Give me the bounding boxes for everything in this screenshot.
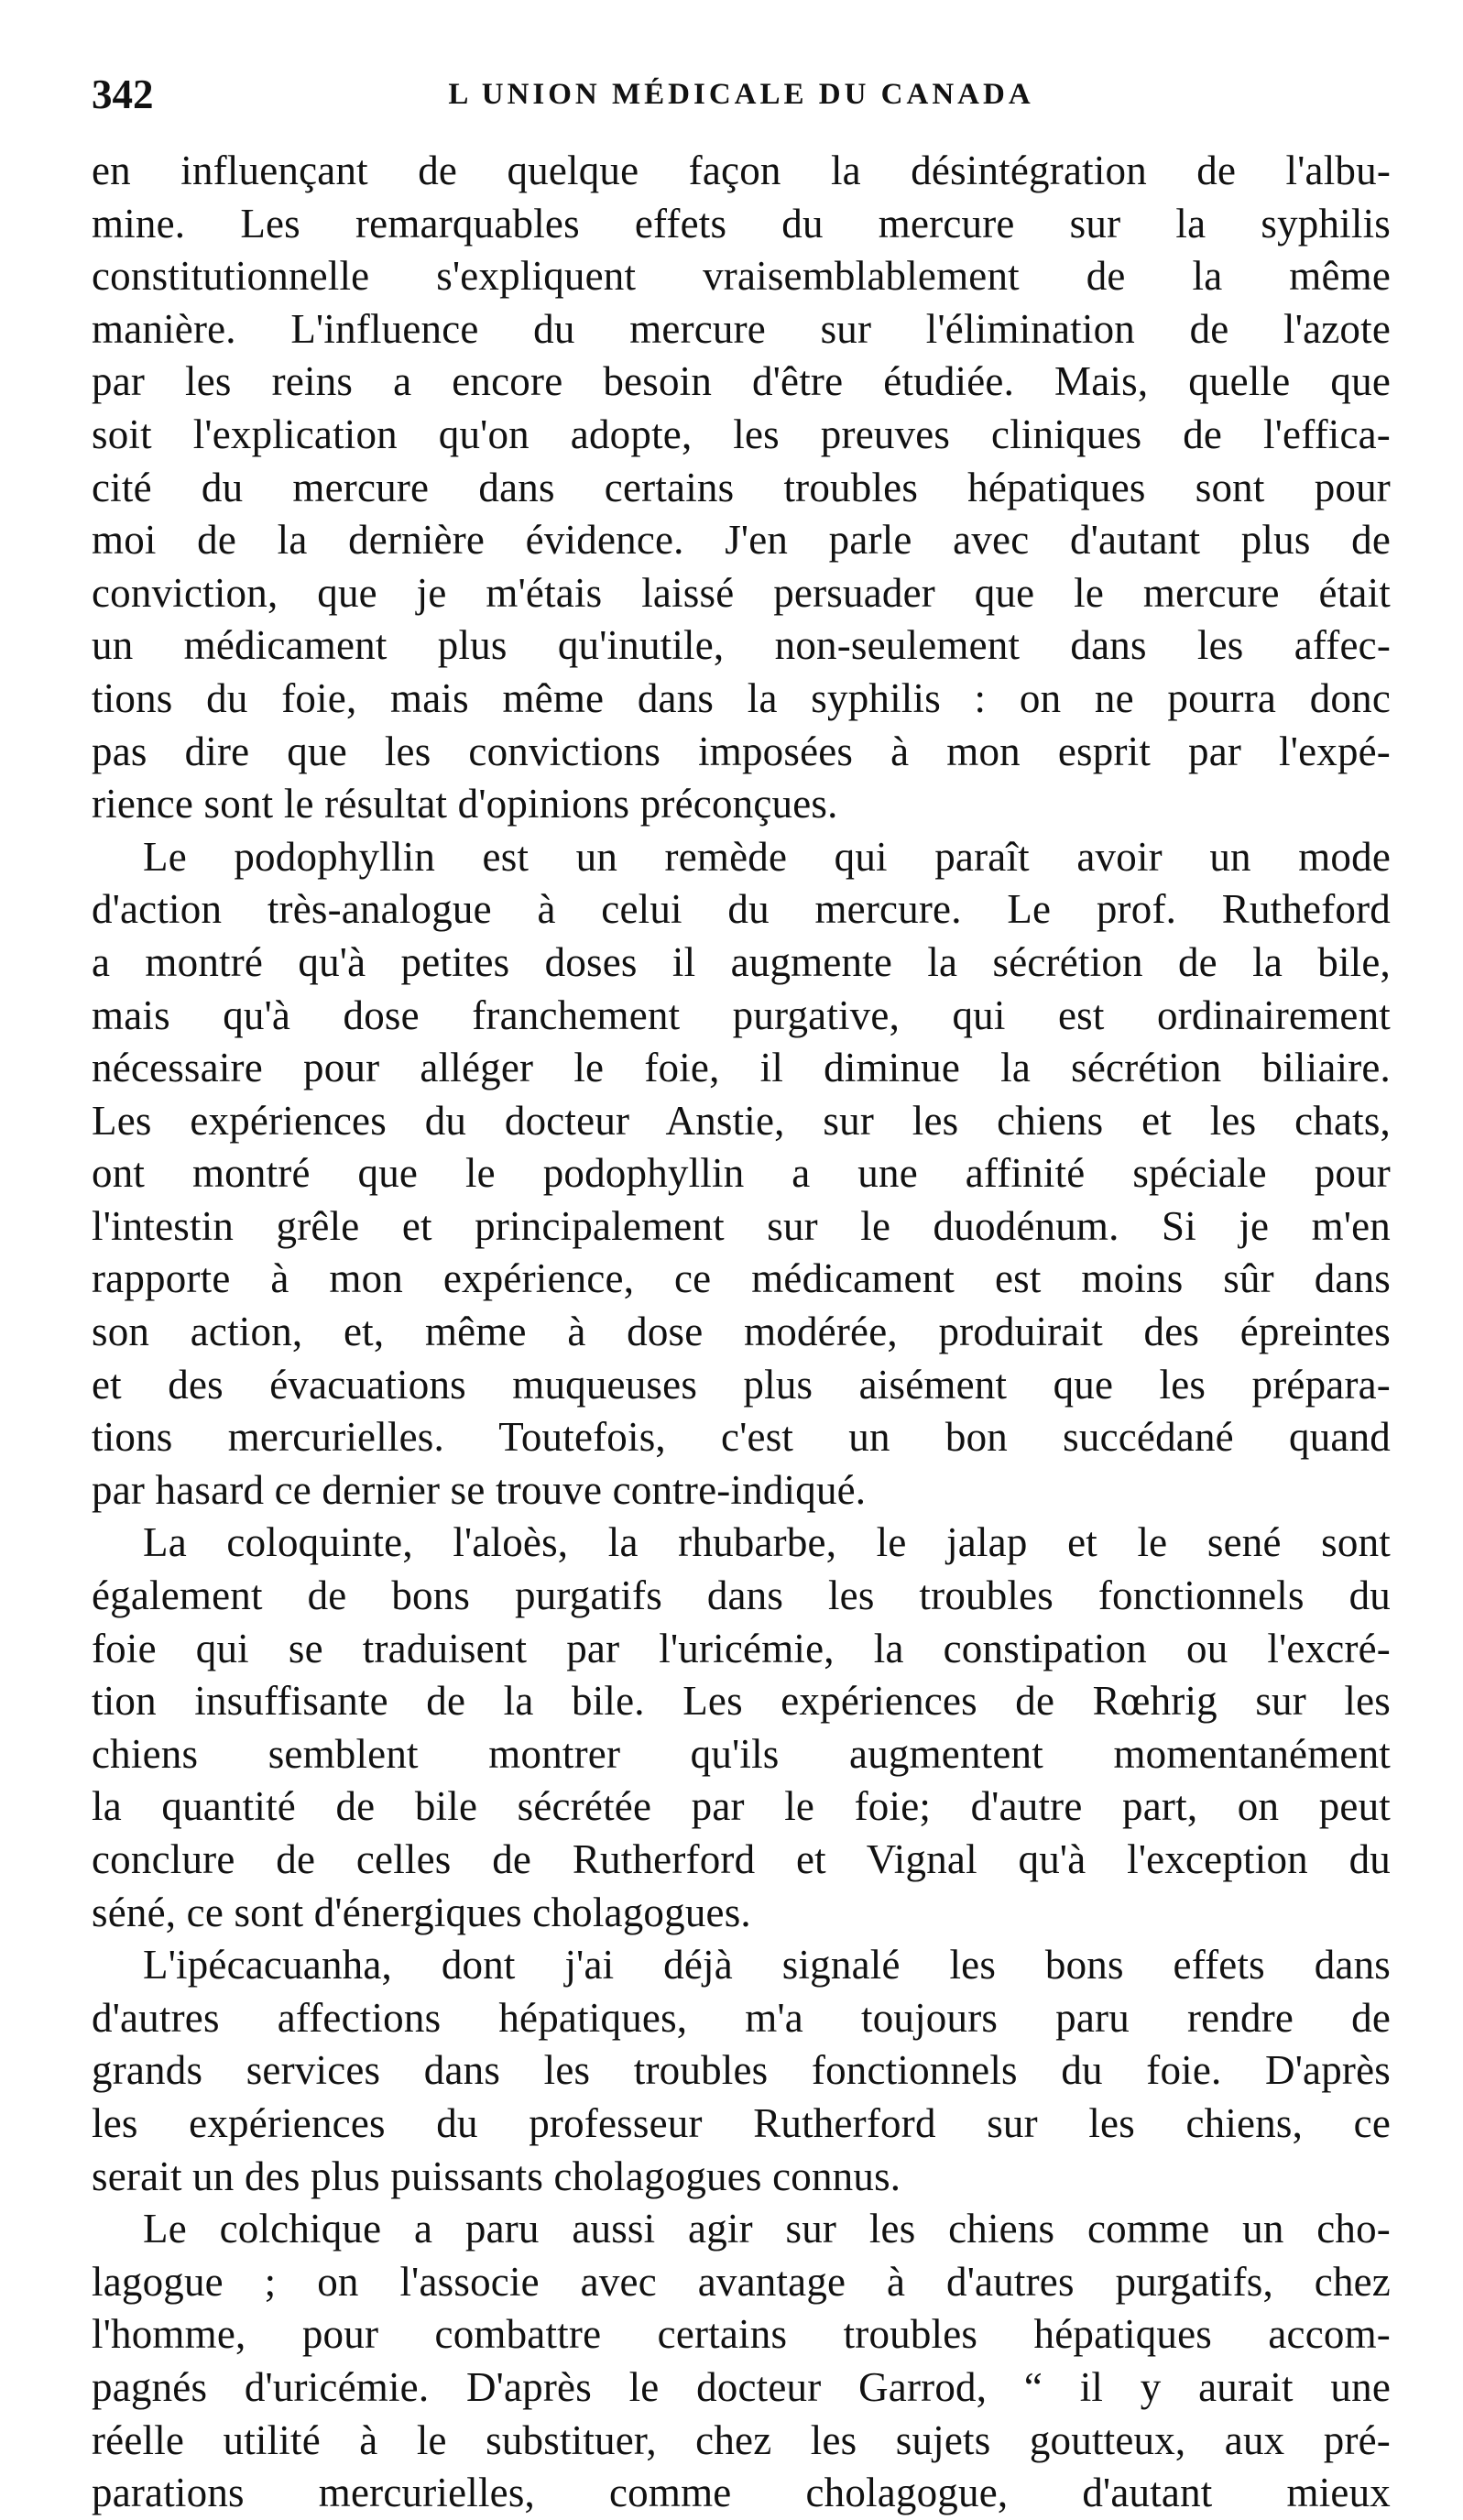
text-line: par hasard ce dernier se trouve contre-indiqué. <box>92 1466 867 1513</box>
text-line: rience sont le résultat d'opinions préconçues. <box>92 781 838 827</box>
text-line: réelle utilité à le substituer, chez les sujets goutteux, aux pré- <box>92 2416 1391 2463</box>
text-line: a montré qu'à petites doses il augmente la sécrétion de la bile, <box>92 938 1391 985</box>
text-line: constitutionnelle s'expliquent vraisemblablement de la même <box>92 253 1391 300</box>
text-line: d'action très-analogue à celui du mercure. Le prof. Rutheford <box>92 886 1391 933</box>
text-line: son action, et, même à dose modérée, produirait des épreintes <box>92 1309 1391 1355</box>
text-line: cité du mercure dans certains troubles hépatiques sont pour <box>92 464 1391 510</box>
text-line: tions mercurielles. Toutefois, c'est un bon succédané quand <box>92 1414 1391 1461</box>
text-line: manière. L'influence du mercure sur l'élimination de l'azote <box>92 305 1391 352</box>
text-line: moi de la dernière évidence. J'en parle avec d'autant plus de <box>92 517 1391 564</box>
text-line: ont montré que le podophyllin a une affinité spéciale pour <box>92 1150 1391 1197</box>
running-head <box>92 71 1391 117</box>
text-line: parations mercurielles, comme cholagogue, d'autant mieux <box>92 2470 1391 2516</box>
text-line: l'intestin grêle et principalement sur le duodénum. Si je m'en <box>92 1202 1391 1249</box>
text-line: également de bons purgatifs dans les troubles fonctionnels du <box>92 1572 1391 1619</box>
text-line: les expériences du professeur Rutherford sur les chiens, ce <box>92 2099 1391 2146</box>
text-line: Le podophyllin est un remède qui paraît avoir un mode <box>143 833 1391 880</box>
document-page <box>92 71 1391 2520</box>
text-line: La coloquinte, l'aloès, la rhubarbe, le jalap et le sené sont <box>143 1519 1391 1566</box>
text-line: tion insuffisante de la bile. Les expériences de Rœhrig sur les <box>92 1678 1391 1725</box>
text-line: la quantité de bile sécrétée par le foie; d'autre part, on peut <box>92 1783 1391 1830</box>
text-line: chiens semblent montrer qu'ils augmentent momentanément <box>92 1730 1391 1777</box>
text-line: tions du foie, mais même dans la syphilis : on ne pourra donc <box>92 674 1391 721</box>
body-text <box>92 145 1391 2520</box>
text-line: rapporte à mon expérience, ce médicament est moins sûr dans <box>92 1255 1391 1302</box>
text-line: foie qui se traduisent par l'uricémie, la constipation ou l'excré- <box>92 1625 1391 1671</box>
text-line: l'homme, pour combattre certains troubles hépatiques accom- <box>92 2311 1391 2358</box>
text-line: pas dire que les convictions imposées à mon esprit par l'expé- <box>92 728 1391 774</box>
text-line: séné, ce sont d'énergiques cholagogues. <box>92 1889 751 1935</box>
text-line: par les reins a encore besoin d'être étudiée. Mais, quelle que <box>92 358 1391 405</box>
page-number: 342 <box>92 71 154 117</box>
text-line: d'autres affections hépatiques, m'a toujours paru rendre de <box>92 1994 1391 2041</box>
text-line: un médicament plus qu'inutile, non-seulement dans les affec- <box>92 622 1391 669</box>
text-line: nécessaire pour alléger le foie, il diminue la sécrétion biliaire. <box>92 1045 1391 1091</box>
text-line: L'ipécacuanha, dont j'ai déjà signalé les bons effets dans <box>143 1942 1391 1989</box>
text-line: grands services dans les troubles fonctionnels du foie. D'après <box>92 2047 1391 2094</box>
text-line: serait un des plus puissants cholagogues connus. <box>92 2153 901 2199</box>
text-line: conclure de celles de Rutherford et Vignal qu'à l'exception du <box>92 1836 1391 1882</box>
text-line: en influençant de quelque façon la désintégration de l'albu- <box>92 148 1391 193</box>
text-line: soit l'explication qu'on adopte, les preuves cliniques de l'effica- <box>92 411 1391 457</box>
journal-title: L UNION MÉDICALE DU CANADA <box>448 78 1034 111</box>
text-line: mais qu'à dose franchement purgative, qui est ordinairement <box>92 992 1391 1038</box>
text-line: Les expériences du docteur Anstie, sur les chiens et les chats, <box>92 1097 1391 1144</box>
text-line: et des évacuations muqueuses plus aisément que les prépara- <box>92 1361 1391 1408</box>
text-line: mine. Les remarquables effets du mercure sur la syphilis <box>92 200 1391 247</box>
text-line: lagogue ; on l'associe avec avantage à d'autres purgatifs, chez <box>92 2258 1391 2305</box>
text-line: Le colchique a paru aussi agir sur les chiens comme un cho- <box>143 2206 1391 2252</box>
text-line: conviction, que je m'étais laissé persuader que le mercure était <box>92 569 1391 616</box>
text-line: pagnés d'uricémie. D'après le docteur Garrod, “ il y aurait une <box>92 2363 1391 2410</box>
